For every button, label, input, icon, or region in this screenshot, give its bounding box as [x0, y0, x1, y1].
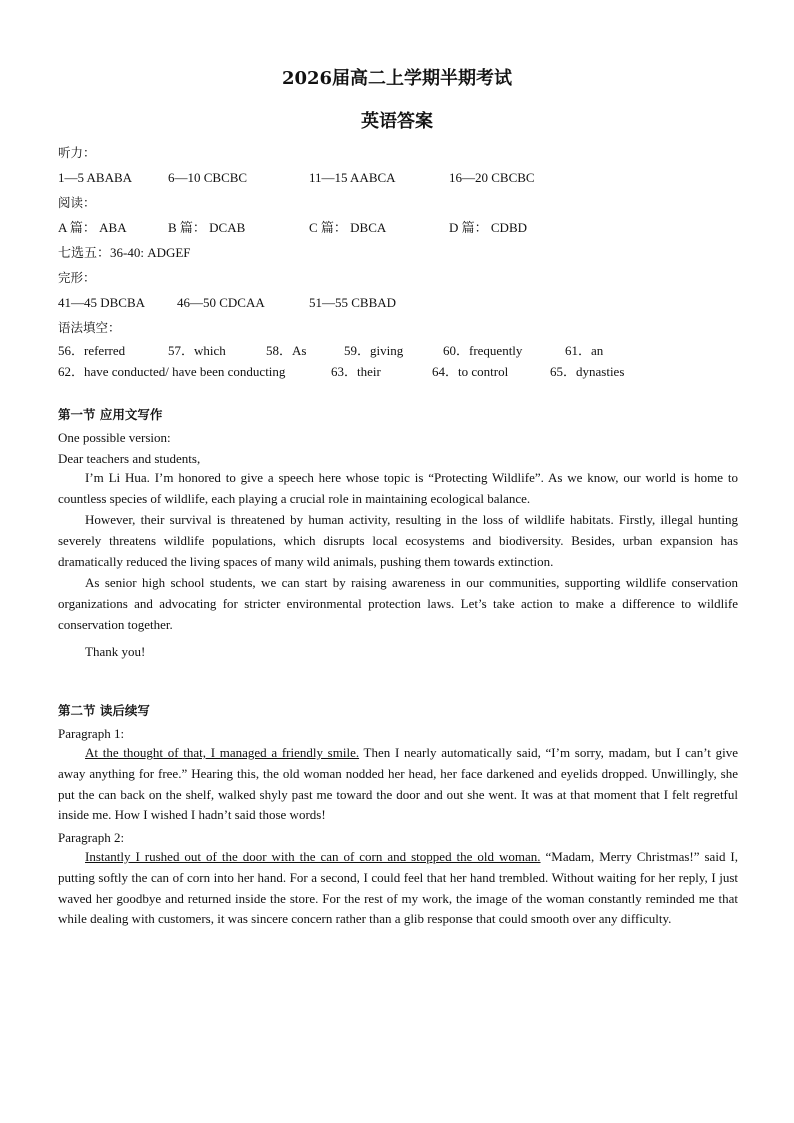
reading-group-d: D 篇： CDBD [449, 220, 528, 235]
continuation-paragraph-1 [58, 743, 738, 826]
paragraph-2-label: Paragraph 2: [58, 830, 125, 845]
paragraph-1-label: Paragraph 1: [58, 726, 125, 741]
paragraph-1-opening-sentence: At the thought of that, I managed a friendly smile. [85, 745, 360, 760]
grammar-item-62: 62．have conducted/ have been conducting [58, 364, 286, 379]
paragraph-1-body: Then I nearly automatically said, “I’m sorry, madam, but I can’t give away anything for free.” Hearing this, the old woman nodded her head, her face darkened and eyelids dropped. Unwillingly, she put the can back on the shelf, walked shyly past me toward the door and out she went. It was at that moment that I felt regretful inside me. How I wished I hadn’t said those words! [58, 745, 738, 823]
essay-closing: Thank you! [85, 644, 146, 659]
possible-version-label: One possible version: [58, 430, 171, 445]
grammar-label: 语法填空： [58, 320, 121, 335]
page-title: 2026届高二上学期半期考试 [281, 68, 513, 89]
essay-paragraph-2: However, their survival is threatened by human activity, resulting in the loss of wildlife habitats. Firstly, illegal hunting severely threatens wildlife populations, which disrupts local ecosystems and biodiversity. Besides, urban expansion has dramatically reduced the living spaces of many wild animals, pushing them towards extinction. [58, 512, 738, 569]
grammar-item-59: 59．giving [344, 343, 404, 358]
paragraph-2-opening-sentence: Instantly I rushed out of the door with the can of corn and stopped the old woman. [85, 849, 541, 864]
reading-group-a: A 篇： ABA [58, 220, 127, 235]
listening-group-3: 11—15 AABCA [309, 170, 396, 185]
grammar-item-57: 57．which [168, 343, 226, 358]
grammar-item-63: 63．their [331, 364, 381, 379]
cloze-group-2: 46—50 CDCAA [177, 295, 265, 310]
continuation-paragraph-2 [58, 847, 738, 930]
cloze-group-3: 51—55 CBBAD [309, 295, 397, 310]
seven-five-answers: 七选五：36-40: ADGEF [58, 245, 191, 260]
paragraph-2-body: “Madam, Merry Christmas!” said I, putting softly the can of corn into her hand. For a second, I could feel that her hand trembled. Without waiting for her reply, I just waved her goodbye and returned inside the store. For the rest of my work, the image of the woman constantly reminded me that while dealing with customers, it was sincere concern rather than a glib response that could smooth over any difficulty. [58, 849, 738, 927]
cloze-group-1: 41—45 DBCBA [58, 295, 146, 310]
grammar-item-61: 61．an [565, 343, 604, 358]
listening-group-1: 1—5 ABABA [58, 170, 133, 185]
cloze-label: 完形： [58, 270, 96, 285]
reading-label: 阅读： [58, 195, 96, 210]
reading-group-c: C 篇： DBCA [309, 220, 387, 235]
listening-group-2: 6—10 CBCBC [168, 170, 248, 185]
listening-group-4: 16—20 CBCBC [449, 170, 535, 185]
grammar-item-64: 64．to control [432, 364, 509, 379]
grammar-item-60: 60．frequently [443, 343, 523, 358]
essay-paragraph-3: As senior high school students, we can start by raising awareness in our communities, supporting wildlife conservation organizations and advocating for stricter environmental protection laws. Let’s take action to make a difference to wildlife conservation together. [58, 575, 738, 632]
section-1-heading: 第一节 应用文写作 [58, 407, 163, 422]
section-2-heading: 第二节 读后续写 [58, 703, 150, 718]
page-subtitle: 英语答案 [361, 111, 433, 132]
reading-group-b: B 篇： DCAB [168, 220, 246, 235]
grammar-item-58: 58．As [266, 343, 307, 358]
grammar-item-65: 65．dynasties [550, 364, 625, 379]
letter-greeting: Dear teachers and students, [58, 451, 201, 466]
essay-paragraph-1: I’m Li Hua. I’m honored to give a speech here whose topic is “Protecting Wildlife”. As we know, our world is home to countless species of wildlife, each playing a crucial role in maintaining ecological balance. [58, 470, 738, 506]
listening-label: 听力： [58, 145, 96, 160]
grammar-item-56: 56．referred [58, 343, 126, 358]
